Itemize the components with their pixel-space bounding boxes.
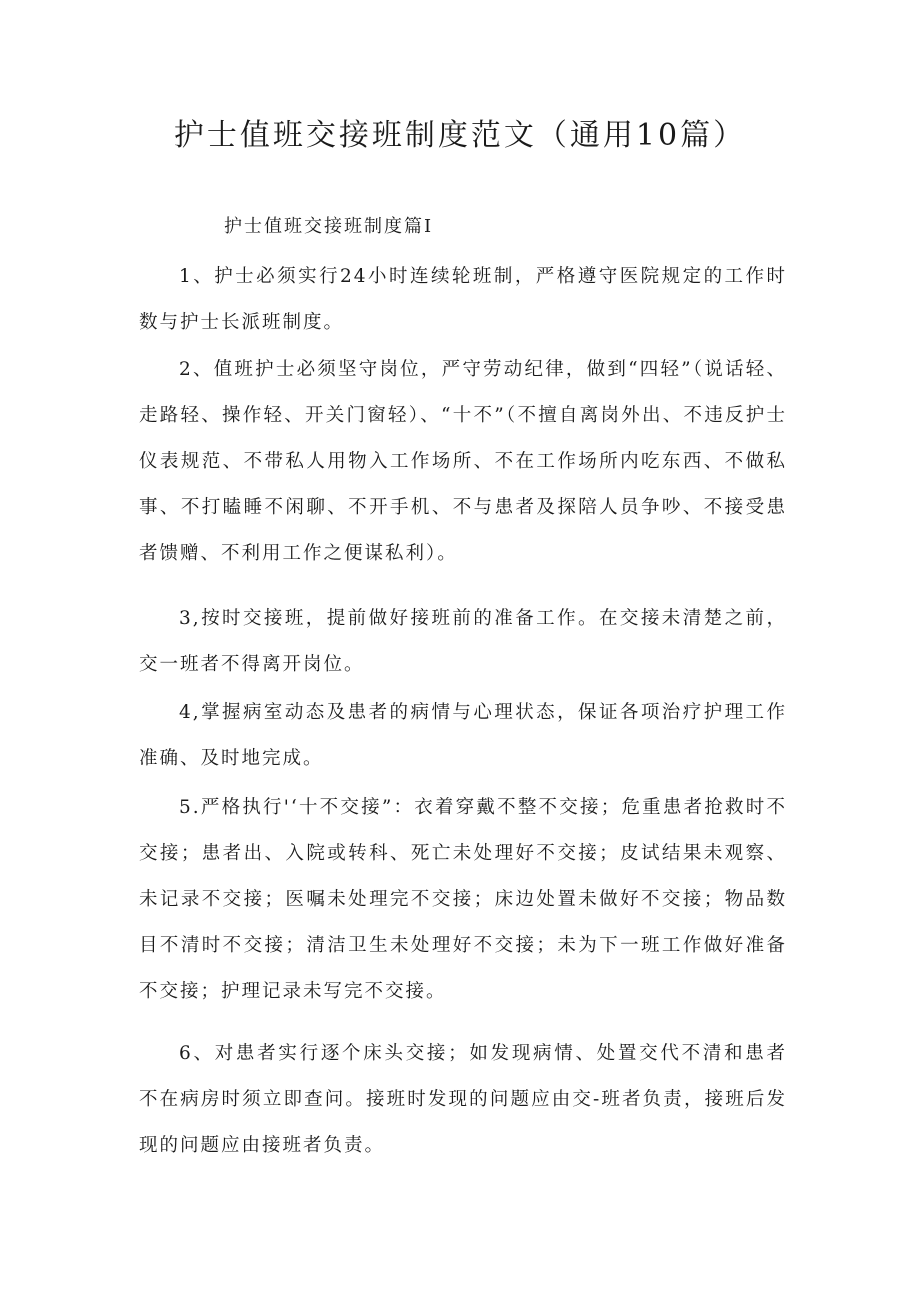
paragraph-6: 6、对患者实行逐个床头交接；如发现病情、处置交代不清和患者不在病房时须立即查问。接班时发现的问题应由交-班者负责，接班后发现的问题应由接班者负责。 [139,1043,787,1156]
paragraph-2: 2、值班护士必须坚守岗位，严守劳动纪律，做到“四轻”（说话轻、走路轻、操作轻、开关门窗轻）、“十不”（不擅自离岗外出、不违反护士仪表规范、不带私人用物入工作场所、不在工作场所内吃东西、不做私事、不打瞌睡不闲聊、不开手机、不与患者及探陪人员争吵、不接受患者馈赠、不利用工作之便谋私利）。 [139,359,787,564]
section-heading: 护士值班交接班制度篇Ⅰ [224,216,434,237]
paragraph-1: 1、护士必须实行24小时连续轮班制，严格遵守医院规定的工作时数与护士长派班制度。 [139,266,787,333]
document-title: 护士值班交接班制度范文（通用10篇） [173,118,747,153]
paragraph-5: 5.严格执行'‘十不交接”：衣着穿戴不整不交接；危重患者抢救时不交接；患者出、入院或转科、死亡未处理好不交接；皮试结果未观察、未记录不交接；医嘱未处理完不交接；床边处置未做好不交接；物品数目不清时不交接；清洁卫生未处理好不交接；未为下一班工作做好准备不交接；护理记录未写完不交接。 [139,797,787,1002]
paragraph-4: 4,掌握病室动态及患者的病情与心理状态，保证各项治疗护理工作准确、及时地完成。 [139,702,787,769]
paragraph-3: 3,按时交接班，提前做好接班前的准备工作。在交接未清楚之前，交一班者不得离开岗位。 [139,608,787,675]
